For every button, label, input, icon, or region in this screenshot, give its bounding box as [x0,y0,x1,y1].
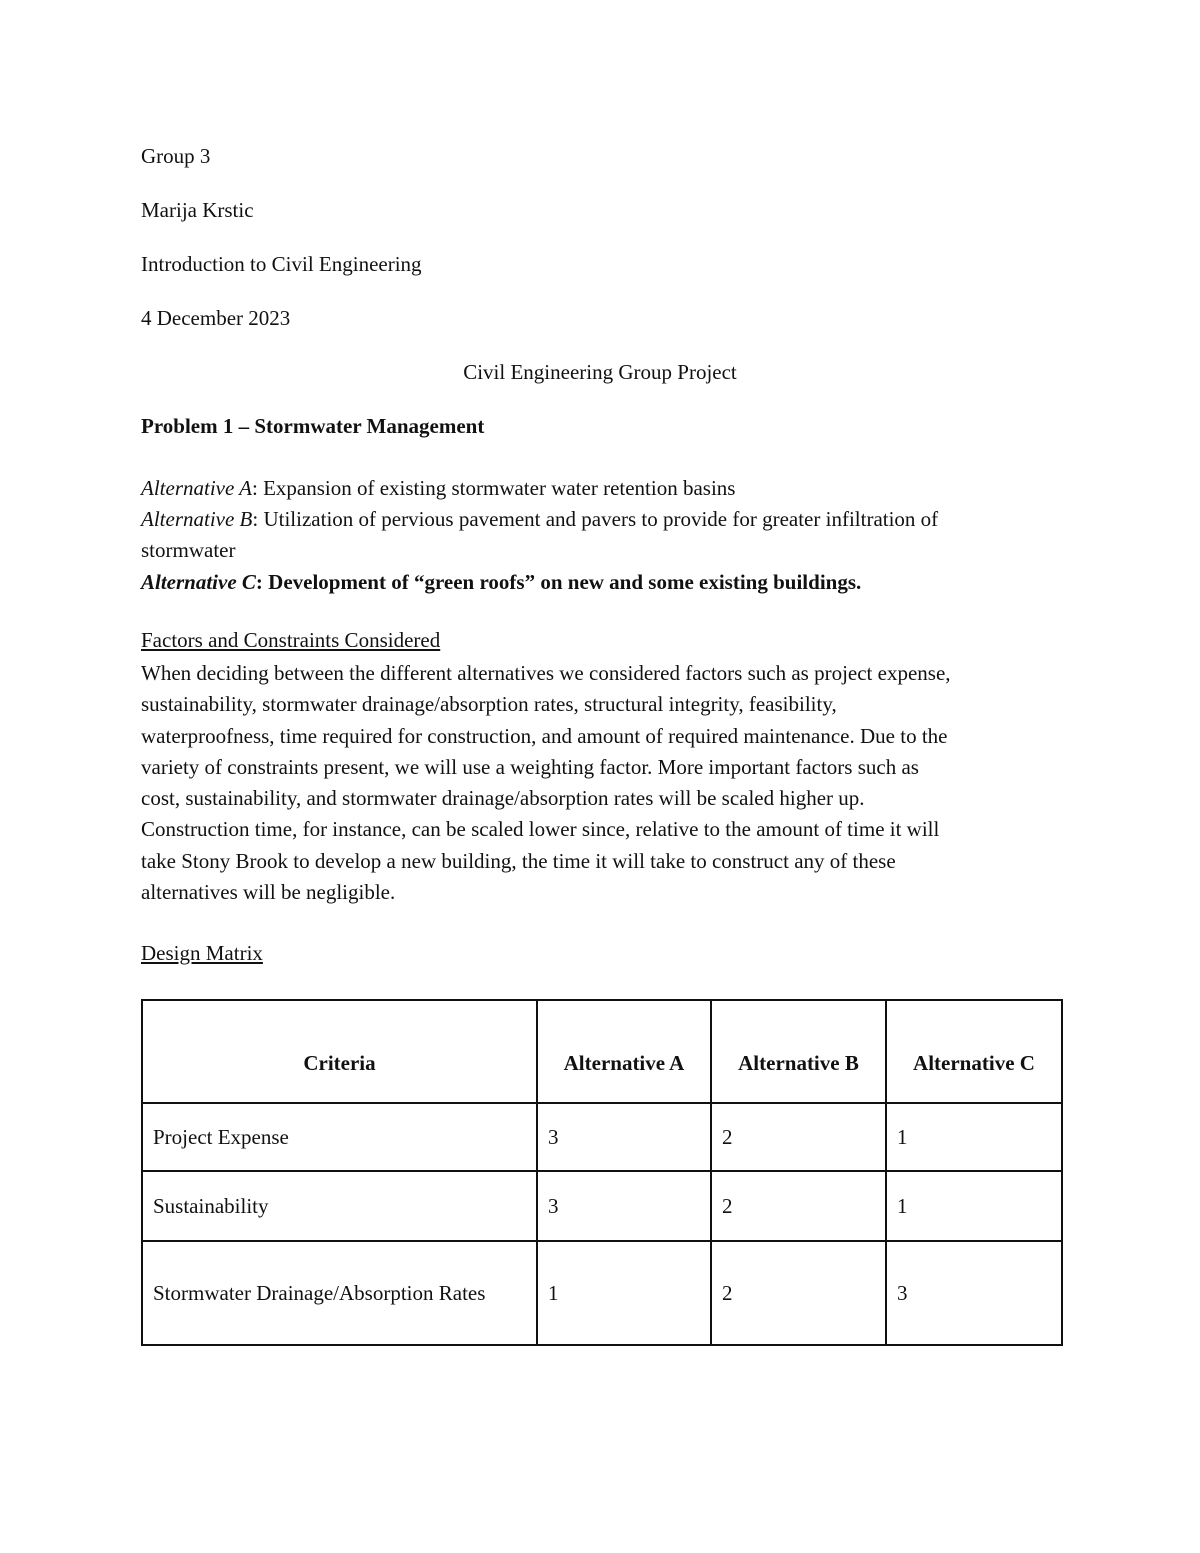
column-header-alternative-b: Alternative B [711,1000,886,1103]
date-line: 4 December 2023 [141,306,291,330]
alternative-b-text: : Utilization of pervious pavement and pavers to provide for greater infiltration of [252,507,939,531]
alternative-b-continued: stormwater [141,538,236,562]
factors-paragraph [141,658,1061,908]
score-cell: 3 [537,1103,711,1171]
factors-line: Construction time, for instance, can be scaled lower since, relative to the amount of time it will [141,817,940,842]
group-line: Group 3 [141,144,211,168]
factors-line: sustainability, stormwater drainage/absorption rates, structural integrity, feasibility, [141,692,837,717]
score-cell: 2 [711,1103,886,1171]
table-row [142,1171,1062,1241]
column-header-alternative-c: Alternative C [886,1000,1062,1103]
score-cell: 2 [711,1171,886,1241]
author-line: Marija Krstic [141,198,254,222]
design-matrix-table [141,999,1063,1346]
score-cell: 1 [886,1103,1062,1171]
alternative-b [141,504,938,534]
alternative-a-label: Alternative A [141,476,252,500]
matrix-heading: Design Matrix [141,941,263,965]
factors-line: When deciding between the different alternatives we considered factors such as project expense, [141,661,951,685]
score-cell: 3 [886,1241,1062,1345]
document-title: Civil Engineering Group Project [463,360,737,384]
alternative-a [141,473,735,503]
score-cell: 1 [886,1171,1062,1241]
factors-line: take Stony Brook to develop a new building, the time it will take to construct any of these [141,848,896,873]
table-header-row [142,1000,1062,1103]
criteria-cell: Stormwater Drainage/Absorption Rates [142,1241,537,1345]
factors-line: cost, sustainability, and stormwater drainage/absorption rates will be scaled higher up. [141,786,865,811]
factors-heading: Factors and Constraints Considered [141,628,441,652]
factors-line: variety of constraints present, we will use a weighting factor. More important factors such as [141,754,919,779]
alternative-c [141,567,861,597]
score-cell: 1 [537,1241,711,1345]
problem-heading: Problem 1 – Stormwater Management [141,414,485,438]
alternative-c-label: Alternative C [141,570,256,594]
score-cell: 2 [711,1241,886,1345]
column-header-criteria: Criteria [142,1000,537,1103]
alternative-c-text: : Development of “green roofs” on new and some existing buildings. [255,570,862,594]
score-cell: 3 [537,1171,711,1241]
factors-line: waterproofness, time required for construction, and amount of required maintenance. Due to the [141,723,948,748]
table-row [142,1103,1062,1171]
criteria-cell: Sustainability [142,1171,537,1241]
factors-line: alternatives will be negligible. [141,880,396,905]
course-line: Introduction to Civil Engineering [141,252,422,276]
alternative-a-text: : Expansion of existing stormwater water retention basins [252,476,736,500]
alternative-b-label: Alternative B [141,507,253,531]
criteria-cell: Project Expense [142,1103,537,1171]
column-header-alternative-a: Alternative A [537,1000,711,1103]
table-row [142,1241,1062,1345]
